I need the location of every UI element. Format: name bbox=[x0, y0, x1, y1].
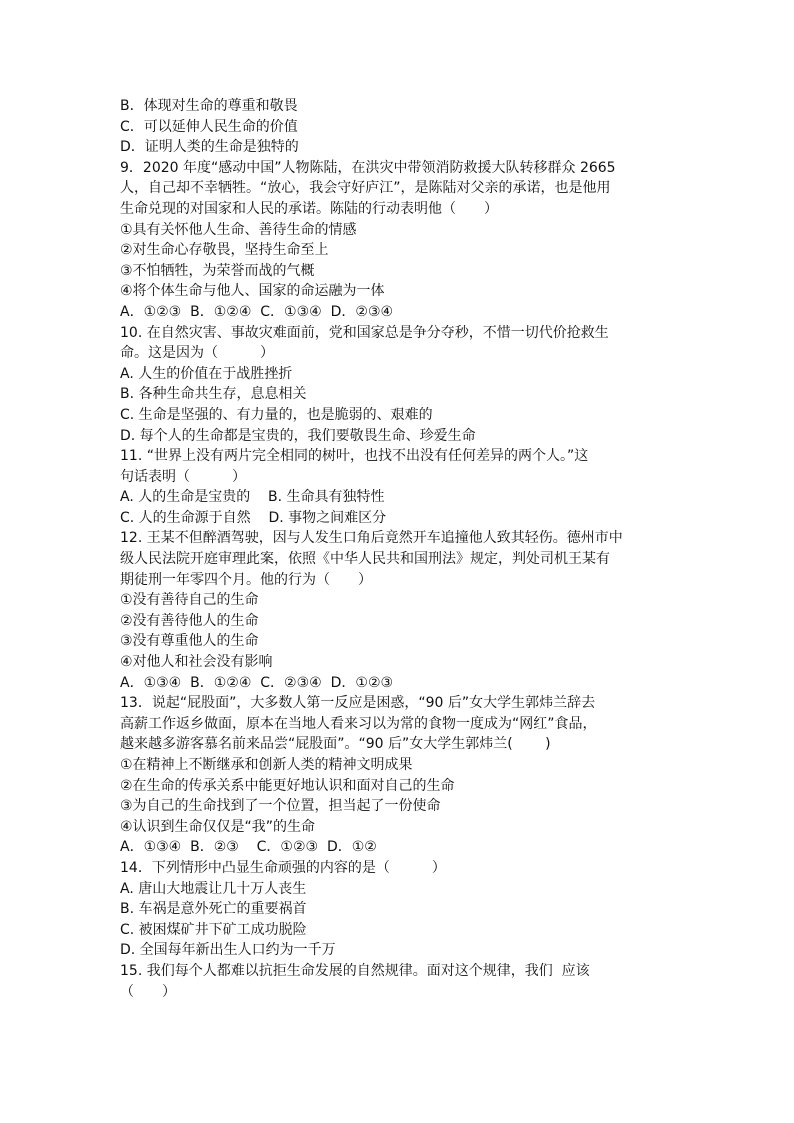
text-line: A. 唐山大地震让几十万人丧生 bbox=[120, 880, 307, 897]
text-line: C. 被困煤矿井下矿工成功脱险 bbox=[120, 921, 307, 938]
text-line: ④对他人和社会没有影响 bbox=[120, 654, 273, 671]
text-line: A. 人的生命是宝贵的 B. 生命具有独特性 bbox=[120, 489, 385, 506]
text-line: ①在精神上不断继承和创新人类的精神文明成果 bbox=[120, 757, 413, 773]
text-line: ③没有尊重他人的生命 bbox=[120, 633, 259, 650]
text-line: ③为自己的生命找到了一个位置，担当起了一份使命 bbox=[120, 798, 441, 815]
text-line: B．体现对生命的尊重和敬畏 bbox=[120, 98, 298, 114]
question-text-block bbox=[120, 96, 690, 1002]
text-line: ③不怕牺牲，为荣誉而战的气概 bbox=[120, 262, 315, 279]
text-line: D. 全国每年新出生人口约为一千万 bbox=[120, 942, 336, 959]
text-line: ④将个体生命与他人、国家的命运融为一体 bbox=[120, 283, 385, 300]
text-line: ④认识到生命仅仅是“我”的生命 bbox=[120, 818, 316, 835]
text-line: B. 各种生命共生存，息息相关 bbox=[120, 386, 307, 403]
text-line: 11. “世界上没有两片完全相同的树叶，也找不出没有任何差异的两个人。”这 bbox=[120, 448, 589, 465]
text-line: C. 人的生命源于自然 D. 事物之间难区分 bbox=[120, 509, 387, 526]
text-line: A．①②③ B．①②④ C．①③④ D．②③④ bbox=[120, 303, 394, 320]
text-line: ①具有关怀他人生命、善待生命的情感 bbox=[120, 221, 357, 238]
text-line: 越来越多游客慕名前来品尝“屁股面”。“90 后”女大学生郭炜兰( ) bbox=[120, 736, 551, 753]
text-line: A．①③④ B．②③ C．①②③ D．①② bbox=[120, 839, 377, 856]
text-line: 人，自己却不幸牺牲。“放心，我会守好庐江”，是陈陆对父亲的承诺，也是他用 bbox=[120, 180, 611, 197]
text-line: （ ） bbox=[120, 983, 176, 1000]
text-line: ②没有善待他人的生命 bbox=[120, 612, 259, 629]
text-line: B. 车祸是意外死亡的重要祸首 bbox=[120, 901, 307, 918]
text-line: 级人民法院开庭审理此案，依照《中华人民共和国刑法》规定，判处司机王某有 bbox=[120, 551, 610, 568]
text-line: ①没有善待自己的生命 bbox=[120, 592, 259, 609]
text-line: 12. 王某不但醉酒驾驶，因与人发生口角后竟然开车追撞他人致其轻伤。德州市中 bbox=[120, 530, 623, 547]
text-line: 命。这是因为（ ） bbox=[120, 345, 274, 362]
text-line: 15. 我们每个人都难以抗拒生命发展的自然规律。面对这个规律，我们 应该 bbox=[120, 962, 590, 979]
text-line: C．可以延伸人民生命的价值 bbox=[120, 118, 298, 135]
text-line: 生命兑现的对国家和人民的承诺。陈陆的行动表明他（ ） bbox=[120, 200, 498, 217]
text-line: C. 生命是坚强的、有力量的，也是脆弱的、艰难的 bbox=[120, 406, 433, 423]
text-line: 9．2020 年度“感动中国”人物陈陆，在洪灾中带领消防救援大队转移群众 2665 bbox=[120, 159, 616, 176]
text-line: D．证明人类的生命是独特的 bbox=[120, 139, 299, 156]
text-line: 期徒刑一年零四个月。他的行为（ ） bbox=[120, 571, 372, 588]
text-line: 句话表明（ ） bbox=[120, 468, 246, 485]
text-line: ②对生命心存敬畏，坚持生命至上 bbox=[120, 242, 329, 259]
text-line: 10. 在自然灾害、事故灾难面前，党和国家总是争分夺秒，不惜一切代价抢救生 bbox=[120, 324, 609, 341]
text-line: 13．说起“屁股面”，大多数人第一反应是困惑，“90 后”女大学生郭炜兰辞去 bbox=[120, 695, 596, 712]
text-line: D. 每个人的生命都是宝贵的，我们要敬畏生命、珍爱生命 bbox=[120, 427, 476, 444]
text-line: A．①③④ B．①②④ C．②③④ D．①②③ bbox=[120, 674, 394, 691]
text-line: ②在生命的传承关系中能更好地认识和面对自己的生命 bbox=[120, 777, 455, 794]
text-line: A. 人生的价值在于战胜挫折 bbox=[120, 365, 293, 382]
text-line: 高薪工作返乡做面，原本在当地人看来习以为常的食物一度成为“网红”食品， bbox=[120, 715, 597, 732]
text-line: 14．下列情形中凸显生命顽强的内容的是（ ） bbox=[120, 859, 446, 876]
